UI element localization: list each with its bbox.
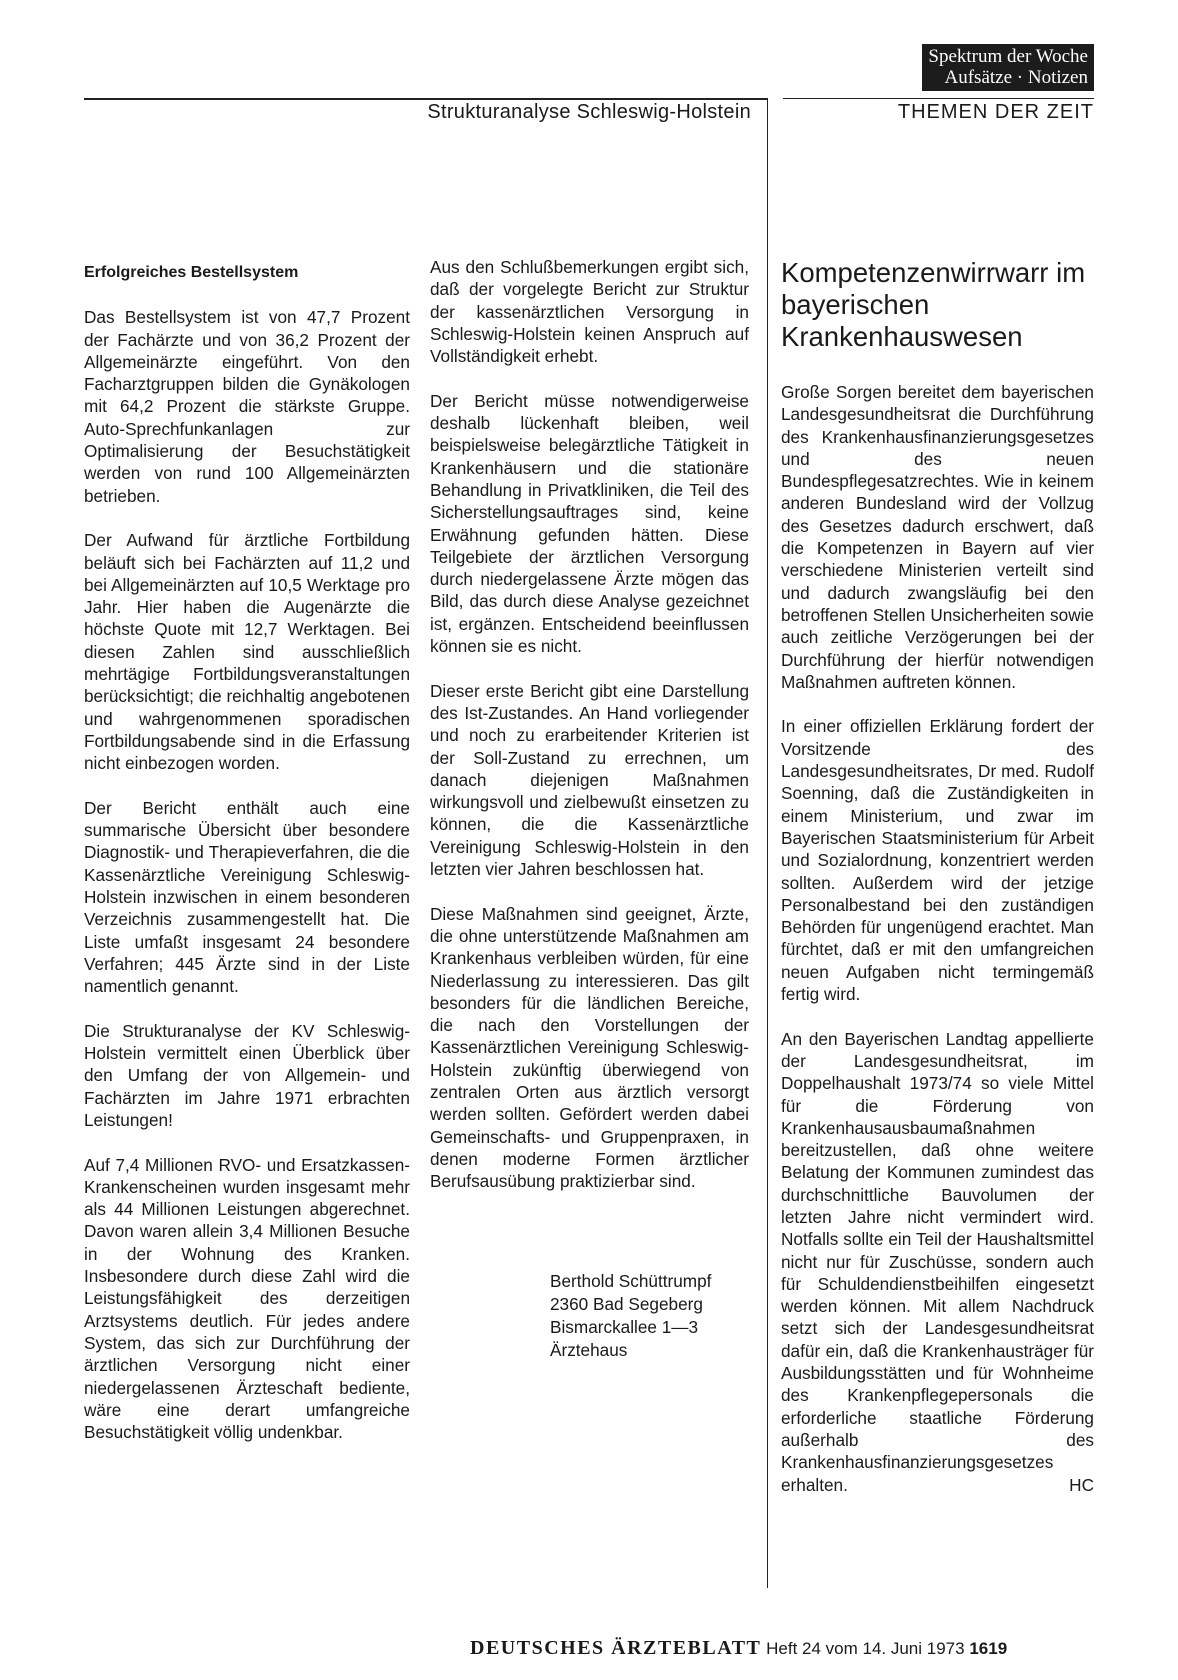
author-street: Bismarckallee 1—3 — [550, 1317, 699, 1338]
paragraph: Auf 7,4 Millionen RVO- und Ersatzkassen-Krankenscheinen wurden insgesamt mehr als 44 Millionen Leistungen abgerechnet. Davon waren allein 3,4 Millionen Besuche in der Wohnung des Kranken. Insbesondere durch diese Zahl wird die Leistungsfähigkeit des derzeitigen Arztsystems deutlich. Für jedes andere System, das sich zur Durchführung der ärztlichen Versorgung nicht einer niedergelassenen Ärzteschaft bediente, wäre eine derart umfangreiche Besuchstätigkeit völlig undenkbar. — [84, 1154, 410, 1443]
column-middle — [430, 256, 749, 1362]
article-title: Strukturanalyse Schleswig-Holstein — [427, 101, 751, 123]
column-right — [781, 257, 1094, 1518]
article-headline: Kompetenzenwirrwarr im bayerischen Krankenhauswesen — [781, 257, 1086, 352]
paragraph: Dieser erste Bericht gibt eine Darstellung des Ist-Zustandes. An Hand vorliegender und noch zu erarbeitender Kriterien ist der Soll-Zustand zu errechnen, um danach diejenigen Maßnahmen wirkungsvoll und zielbewußt einsetzen zu können, die die Kassenärztliche Vereinigung Schleswig-Holstein in den letzten vier Jahren beschlossen hat. — [430, 680, 749, 880]
page-footer — [470, 1637, 1007, 1660]
section-badge-line1: Spektrum der Woche — [928, 46, 1088, 67]
issue-info: Heft 24 vom 14. Juni 1973 — [766, 1639, 965, 1658]
paragraph: Der Aufwand für ärztliche Fortbildung beläuft sich bei Fachärzten auf 11,2 und bei Allgemeinärzten auf 10,5 Werktage pro Jahr. Hier haben die Augenärzte die höchste Quote mit 12,7 Werktagen. Bei diesen Zahlen sind ausschließlich mehrtägige Fortbildungsveranstaltungen berücksichtigt; die reichhaltig angebotenen und wahrgenommenen sporadischen Fortbildungsabende sind in die Erfassung nicht einbezogen worden. — [84, 530, 410, 774]
publication-name: DEUTSCHES ÄRZTEBLATT — [470, 1637, 762, 1659]
author-signature — [550, 1270, 749, 1362]
column-left — [84, 256, 410, 1466]
paragraph-last — [781, 1028, 1094, 1496]
subheading: Erfolgreiches Bestellsystem — [84, 264, 299, 281]
section-badge — [922, 44, 1094, 91]
column-divider — [767, 98, 768, 1588]
paragraph: Das Bestellsystem ist von 47,7 Prozent der Fachärzte und von 36,2 Prozent der Allgemeinärzte eingeführt. Von den Facharztgruppen bilden die Gynäkologen mit 64,2 Prozent die stärkste Gruppe. Auto-Sprechfunkanlagen zur Optimalisierung der Besuchstätigkeit werden von rund 100 Allgemeinärzten betrieben. — [84, 307, 410, 506]
author-building: Ärztehaus — [550, 1340, 628, 1361]
paragraph-text: An den Bayerischen Landtag appellierte der Landesgesundheitsrat, im Doppelhaushalt 1973/74 so viele Mittel für die Förderung von Krankenhausausbaumaßnahmen bereitzustellen, daß ohne weitere Belatung der Kommunen zumindest das durchschnittliche Bauvolumen der letzten Jahre nicht vermindert wird. Notfalls sollte ein Teil der Haushaltsmittel nicht nur für Zuschüsse, sondern auch für Schuldendienstbeihilfen eingesetzt werden können. Mit allem Nachdruck setzt sich der Landesgesundheitsrat dafür ein, daß die Krankenhausträger für Ausbildungsstätten und für Wohnheime des Krankenpflegepersonals die erforderliche staatliche Förderung außerhalb des Krankenhausfinanzierungsgesetzes erhalten. — [781, 1028, 1094, 1495]
paragraph: Die Strukturanalyse der KV Schleswig-Holstein vermittelt einen Überblick über den Umfang der von Allgemein- und Fachärzten im Jahre 1971 erbrachten Leistungen! — [84, 1020, 410, 1130]
author-name: Berthold Schüttrumpf — [550, 1271, 712, 1292]
author-initials: HC — [1069, 1474, 1094, 1495]
paragraph: Aus den Schlußbemerkungen ergibt sich, daß der vorgelegte Bericht zur Struktur der kassenärztlichen Versorgung in Schleswig-Holstein keinen Anspruch auf Vollständigkeit erhebt. — [430, 257, 749, 367]
paragraph: Der Bericht enthält auch eine summarische Übersicht über besondere Diagnostik- und Therapieverfahren, die die Kassenärztliche Vereinigung Schleswig-Holstein inzwischen in einem besonderen Verzeichnis zusammengestellt hat. Die Liste umfaßt insgesamt 24 besondere Verfahren; 445 Ärzte sind in der Liste namentlich genannt. — [84, 797, 410, 997]
paragraph: Diese Maßnahmen sind geeignet, Ärzte, die ohne unterstützende Maßnahmen am Krankenhaus verbleiben würden, für eine Niederlassung zu interessieren. Das gilt besonders für die ländlichen Bereiche, die nach den Vorstellungen der Kassenärztlichen Vereinigung Schleswig-Holstein zukünftig überwiegend von zentralen Orten aus ärztlich versorgt werden sollten. Gefördert werden dabei Gemeinschafts- und Gruppenpraxen, in denen moderne Formen ärztlicher Berufsausübung praktizierbar sind. — [430, 903, 749, 1192]
page-number: 1619 — [969, 1639, 1008, 1658]
paragraph: Große Sorgen bereitet dem bayerischen Landesgesundheitsrat die Durchführung des Krankenhausfinanzierungsgesetzes und des neuen Bundespflegesatzrechtes. Wie in keinem anderen Bundesland wird der Vollzug des Gesetzes dadurch erschwert, daß die Kompetenzen in Bayern auf vier verschiedene Ministerien verteilt sind und dadurch zwangsläufig bei den betroffenen Stellen Unsicherheiten sowie auch zeitliche Verzögerungen bei der Durchführung der hierfür notwendigen Maßnahmen auftreten können. — [781, 382, 1094, 692]
paragraph: In einer offiziellen Erklärung fordert der Vorsitzende des Landesgesundheitsrates, Dr med. Rudolf Soenning, daß die Zuständigkeiten in einem Ministerium, und zwar im Bayerischen Staatsministerium für Arbeit und Sozialordnung, konzentriert werden sollten. Außerdem wird der jetzige Personalbestand bei den zuständigen Behörden für ungenügend erachtet. Man fürchtet, daß er mit den umfangreichen neuen Aufgaben nicht termingemäß fertig wird. — [781, 716, 1094, 1005]
header-rule-left — [84, 98, 767, 100]
section-badge-line2: Aufsätze · Notizen — [944, 67, 1088, 88]
paragraph: Der Bericht müsse notwendigerweise deshalb lückenhaft bleiben, weil beispielsweise belegärztliche Tätigkeit in Krankenhäusern und die stationäre Behandlung in Privatkliniken, die Teil des Sicherstellungsauftrages sind, keine Erwähnung gefunden hätten. Diese Teilgebiete der ärztlichen Versorgung durch niedergelassene Ärzte mögen das Bild, das durch diese Analyse gezeichnet ist, ergänzen. Entscheidend beeinflussen können sie es nicht. — [430, 390, 749, 657]
author-city: 2360 Bad Segeberg — [550, 1294, 703, 1315]
rubric-title: THEMEN DER ZEIT — [897, 101, 1094, 123]
header-rule-right — [783, 98, 1094, 99]
